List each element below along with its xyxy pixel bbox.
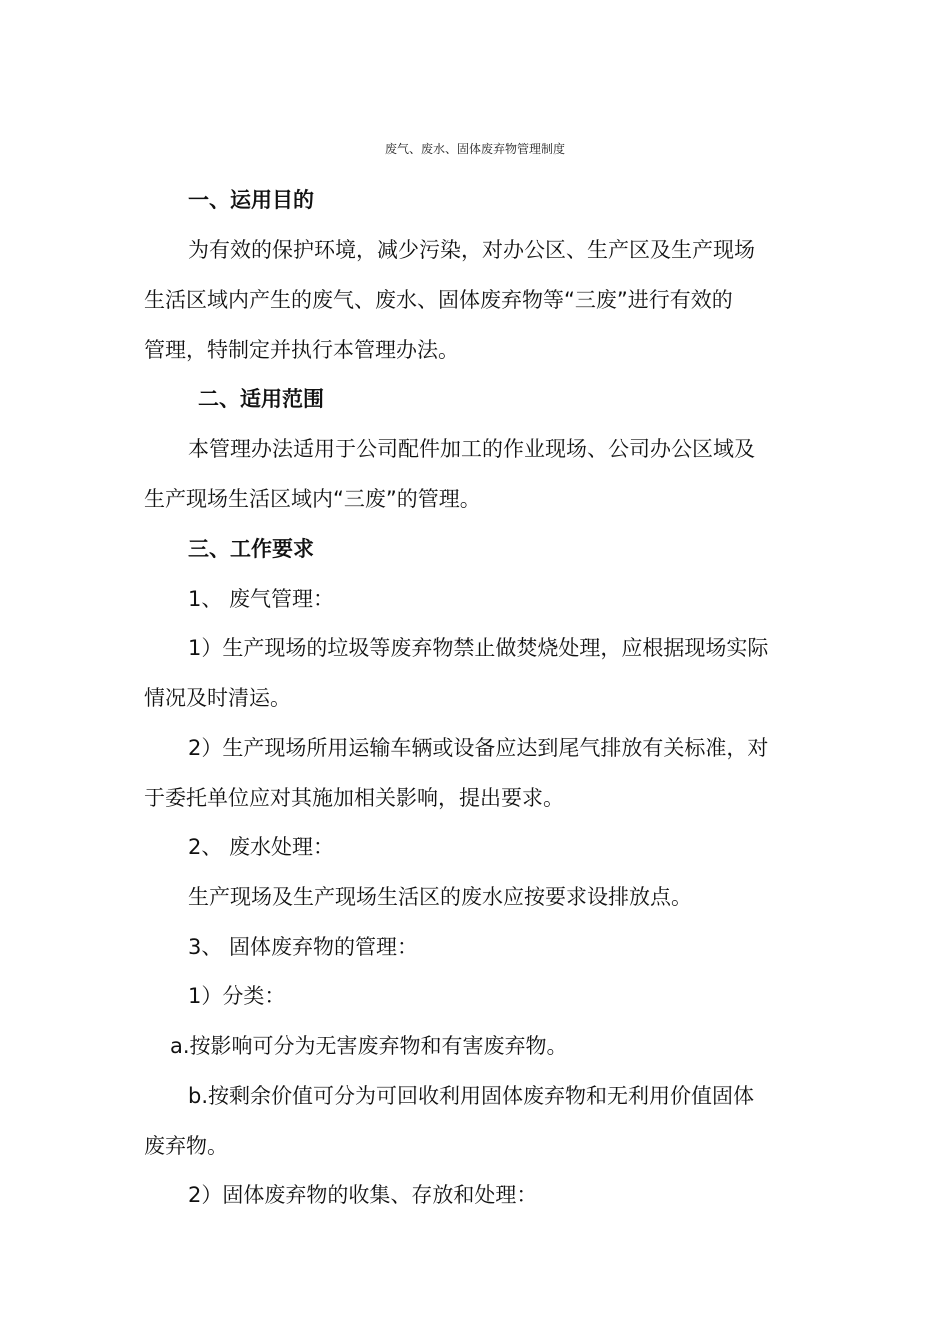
paragraph-line: 生活区域内产生的废气、废水、固体废弃物等“三废”进行有效的 bbox=[144, 288, 733, 312]
section-heading-purpose: 一、运用目的 bbox=[188, 188, 314, 212]
subheading-collection-storage: 2）固体废弃物的收集、存放和处理： bbox=[188, 1183, 538, 1207]
item-heading-exhaust-gas: 1、 废气管理： bbox=[188, 587, 335, 611]
subheading-classification: 1）分类： bbox=[188, 984, 286, 1008]
section-heading-scope: 二、适用范围 bbox=[198, 387, 324, 411]
paragraph-line: 情况及时清运。 bbox=[144, 686, 291, 710]
section-heading-requirements: 三、工作要求 bbox=[188, 537, 314, 561]
document-title: 废气、废水、固体废弃物管理制度 bbox=[384, 142, 565, 156]
paragraph-line: 生产现场及生产现场生活区的废水应按要求设排放点。 bbox=[188, 885, 692, 909]
paragraph-line: 于委托单位应对其施加相关影响，提出要求。 bbox=[144, 786, 564, 810]
paragraph-line: 1）生产现场的垃圾等废弃物禁止做焚烧处理，应根据现场实际 bbox=[188, 636, 769, 660]
item-heading-wastewater: 2、 废水处理： bbox=[188, 835, 335, 859]
list-item-b: b.按剩余价值可分为可回收利用固体废弃物和无利用价值固体 bbox=[188, 1084, 755, 1108]
paragraph-line: 本管理办法适用于公司配件加工的作业现场、公司办公区域及 bbox=[188, 437, 755, 461]
paragraph-line: 为有效的保护环境，减少污染，对办公区、生产区及生产现场 bbox=[188, 238, 755, 262]
item-heading-solid-waste: 3、 固体废弃物的管理： bbox=[188, 935, 419, 959]
paragraph-line: 废弃物。 bbox=[144, 1134, 228, 1158]
paragraph-line: 2）生产现场所用运输车辆或设备应达到尾气排放有关标准，对 bbox=[188, 736, 769, 760]
paragraph-line: 生产现场生活区域内“三废”的管理。 bbox=[144, 487, 481, 511]
paragraph-line: 管理，特制定并执行本管理办法。 bbox=[144, 338, 459, 362]
list-item-a: a.按影响可分为无害废弃物和有害废弃物。 bbox=[170, 1034, 568, 1058]
